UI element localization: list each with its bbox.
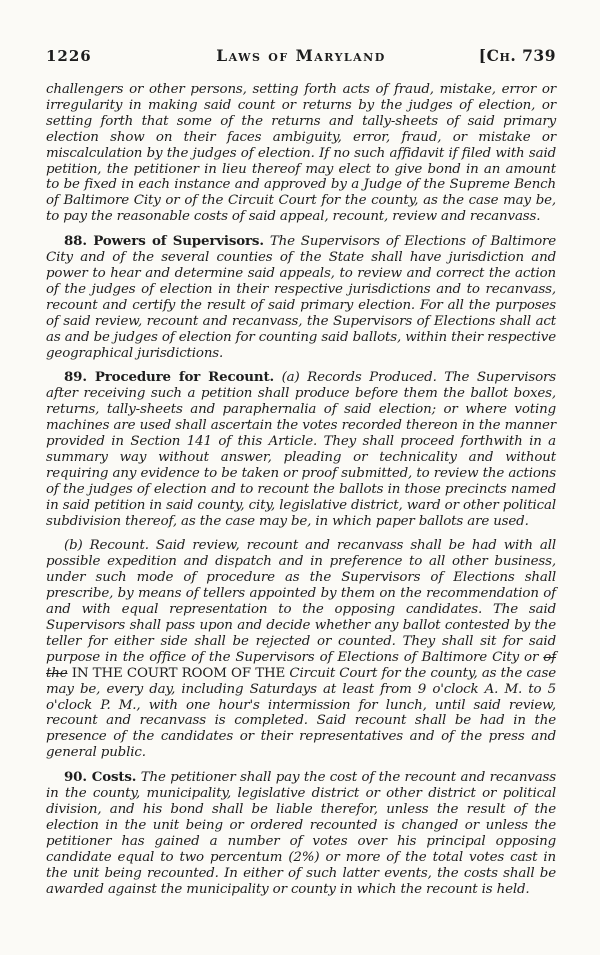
section-88 <box>46 234 556 361</box>
chapter-reference: [Ch. 739 <box>478 46 556 65</box>
section-89-text: (a) Records Produced. The Supervisors after receiving such a petition shall produce before them the ballot boxes, returns, tally-sheets and paraphernalia of said election; or where voting machines are used shall ascertain the votes recorded thereon in the manner provided in Section 141 of this Article. They shall proceed forthwith in a summary way without answer, pleading or technicality and without requiring any evidence to be taken or proof submitted, to review the actions of the judges of election and to recount the ballots in those precincts named in said petition in said county, city, legislative district, ward or other political subdivision thereof, as the case may be, in which paper ballots are used. <box>46 370 556 529</box>
running-title: Laws of Maryland <box>216 46 386 65</box>
struck-out-text: of the <box>46 649 556 681</box>
section-90-text: The petitioner shall pay the cost of the recount and recanvass in the county, municipality, legislative district or other district or political division, and his bond shall be liable therefor, unless the result of the election in the unit being or ordered recounted is changed or unless the petitioner has gained a number of votes over his principal opposing candidate equal to two percentum (2%) or more of the total votes cast in the unit being recounted. In either of such latter events, the costs shall be awarded against the municipality or county in which the recount is held. <box>46 770 556 897</box>
section-90-heading: 90. Costs. <box>64 769 137 786</box>
section-89b-paragraph <box>46 538 556 761</box>
paragraph-continuation <box>46 82 556 225</box>
section-89b-lead-text: (b) Recount. Said review, recount and recanvass shall be had with all possible expedition and dispatch and in preference to all other business, under such mode of procedure as the Supervisors of Elections shall prescribe, by means of tellers appointed by them on the recommendation of and with equal representation to the opposing candidates. The said Supervisors shall pass upon and decide whether any ballot contested by the teller for either side shall be rejected or counted. They shall sit for said purpose in the office of the Supervisors of Elections of Baltimore City or <box>46 538 556 665</box>
running-header <box>46 46 556 65</box>
page-number: 1226 <box>46 47 92 65</box>
section-88-heading: 88. Powers of Supervisors. <box>64 233 264 250</box>
section-90 <box>46 770 556 897</box>
section-89b-tail-text: Circuit Court for the county, as the case may be, every day, including Saturdays at least from 9 o'clock A. M. to 5 o'clock P. M., with one hour's intermission for lunch, until said review, recount and recanvass is completed. Said recount shall be had in the presence of the candidates or their representatives and of the press and general public. <box>46 665 557 761</box>
section-89-heading: 89. Procedure for Recount. <box>64 369 275 386</box>
section-88-text: The Supervisors of Elections of Baltimore City and of the several counties of the State shall have jurisdiction and power to hear and determine said appeals, to review and correct the action of the judges of election in their respective jurisdictions and to recanvass, recount and certify the result of said primary election. For all the purposes of said review, recount and recanvass, the Supervisors of Elections shall act as and be judges of election for counting said ballots, within their respective geographical jurisdictions. <box>46 234 557 361</box>
inserted-caps-text: IN THE COURT ROOM OF THE <box>71 665 286 681</box>
paragraph-continuation-text: challengers or other persons, setting forth acts of fraud, mistake, error or irregularity in making said count or returns by the judges of election, or setting forth that some of the returns and tally-sheets of said primary election show on their faces ambiguity, error, fraud, or mistake or miscalculation by the judges of election. If no such affidavit if filed with said petition, the petitioner in lieu thereof may elect to give bond in an amount to be fixed in each instance and approved by a Judge of the Supreme Bench of Baltimore City or of the Circuit Court for the county, as the case may be, to pay the reasonable costs of said appeal, recount, review and recanvass. <box>46 82 556 225</box>
document-body <box>46 82 556 897</box>
section-89 <box>46 370 556 529</box>
